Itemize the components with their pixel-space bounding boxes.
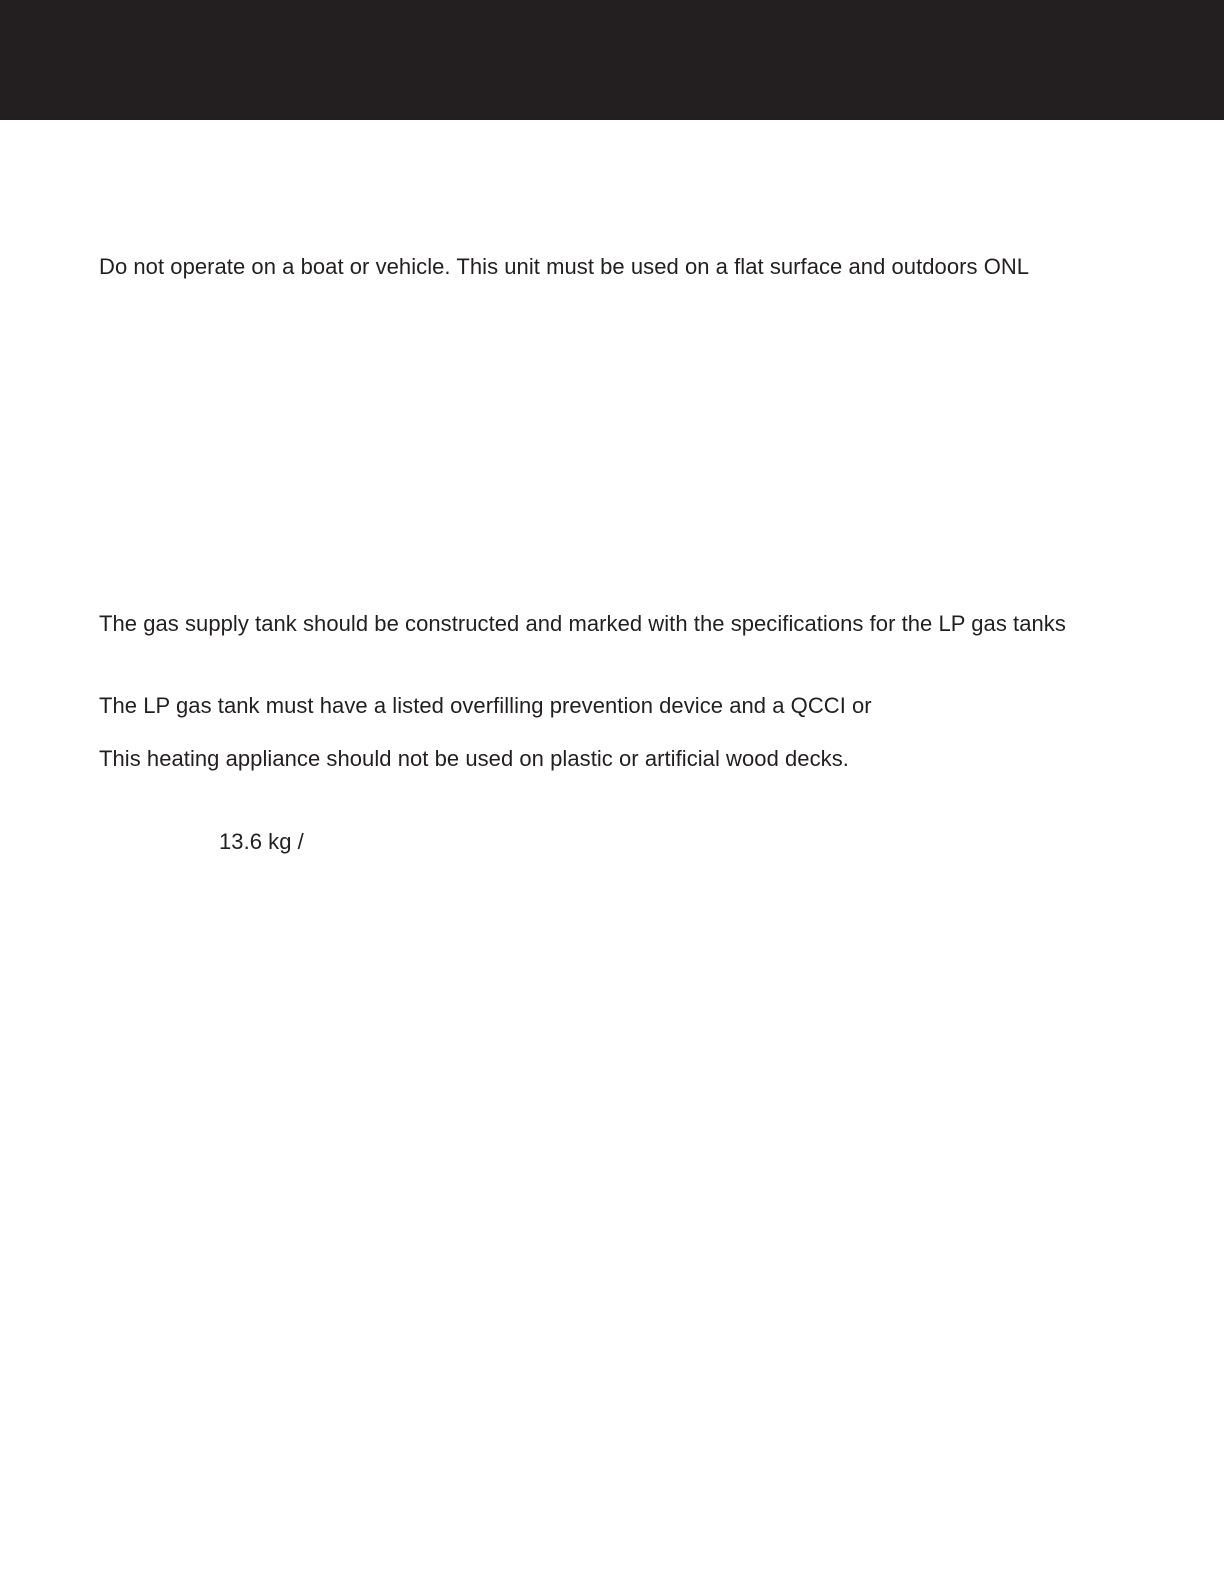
tank-weight: 13.6 kg / <box>219 829 304 854</box>
header-bar <box>0 0 1224 120</box>
warning-boat-vehicle: Do not operate on a boat or vehicle. This unit must be used on a flat surface and outdoors ONL <box>99 254 1030 279</box>
warning-gas-tank-spec: The gas supply tank should be constructed and marked with the specifications for the LP gas tanks <box>99 611 1066 636</box>
warning-plastic-decks: This heating appliance should not be used on plastic or artificial wood decks. <box>99 746 849 771</box>
warning-overfill-device: The LP gas tank must have a listed overfilling prevention device and a QCCI or <box>99 693 872 718</box>
